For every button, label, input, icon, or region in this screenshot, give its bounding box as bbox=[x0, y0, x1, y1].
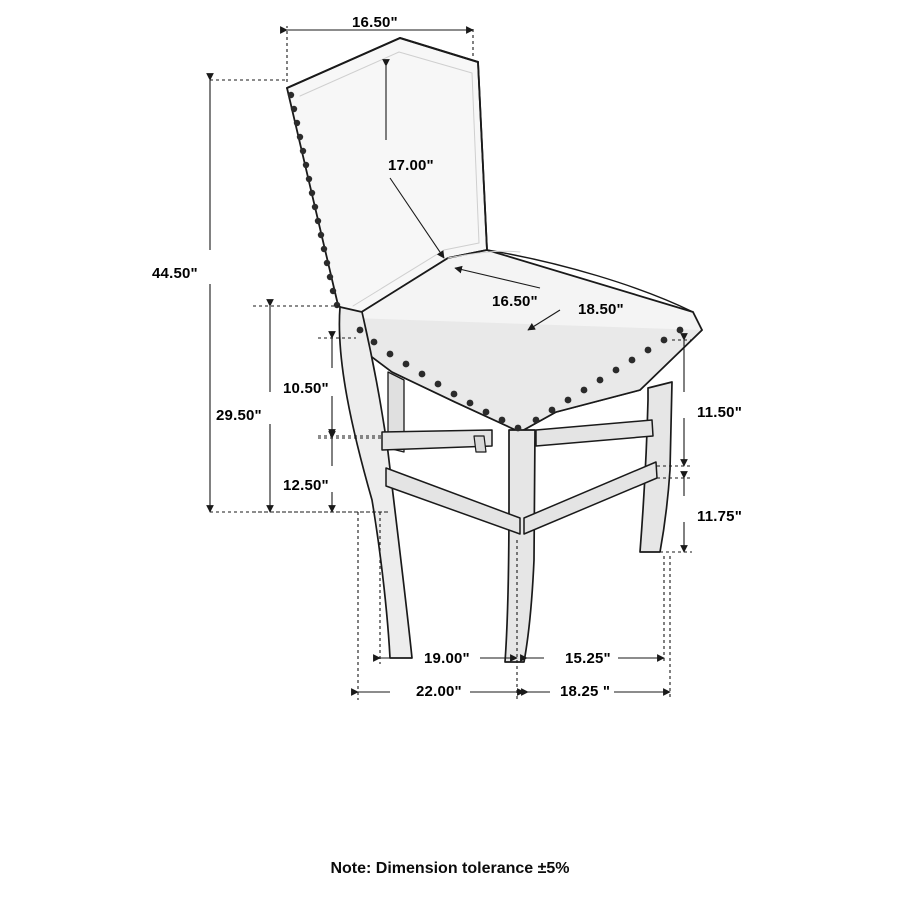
dim-label-back-height: 17.00" bbox=[388, 157, 434, 174]
dim-label-side-seat-height: 11.50" bbox=[697, 404, 743, 421]
dim-label-side-leg-span: 15.25" bbox=[565, 650, 611, 667]
dim-label-side-stretcher-to-floor: 11.75" bbox=[697, 508, 743, 525]
dim-label-front-leg-span: 19.00" bbox=[424, 650, 470, 667]
dim-label-seat-height: 29.50" bbox=[216, 407, 262, 424]
dim-label-back-width-top: 16.50" bbox=[352, 14, 398, 31]
dim-label-seat-width: 18.50" bbox=[578, 301, 624, 318]
dim-label-overall-depth: 18.25 " bbox=[560, 683, 611, 700]
dim-label-overall-width: 22.00" bbox=[416, 683, 462, 700]
dim-label-overall-height: 44.50" bbox=[152, 265, 198, 282]
dim-label-stretcher-to-floor: 12.50" bbox=[283, 477, 329, 494]
dim-label-seat-to-stretcher: 10.50" bbox=[283, 380, 329, 397]
chair-illustration bbox=[287, 38, 702, 662]
dim-label-seat-depth: 16.50" bbox=[492, 293, 538, 310]
tolerance-note: Note: Dimension tolerance ±5% bbox=[330, 860, 570, 877]
